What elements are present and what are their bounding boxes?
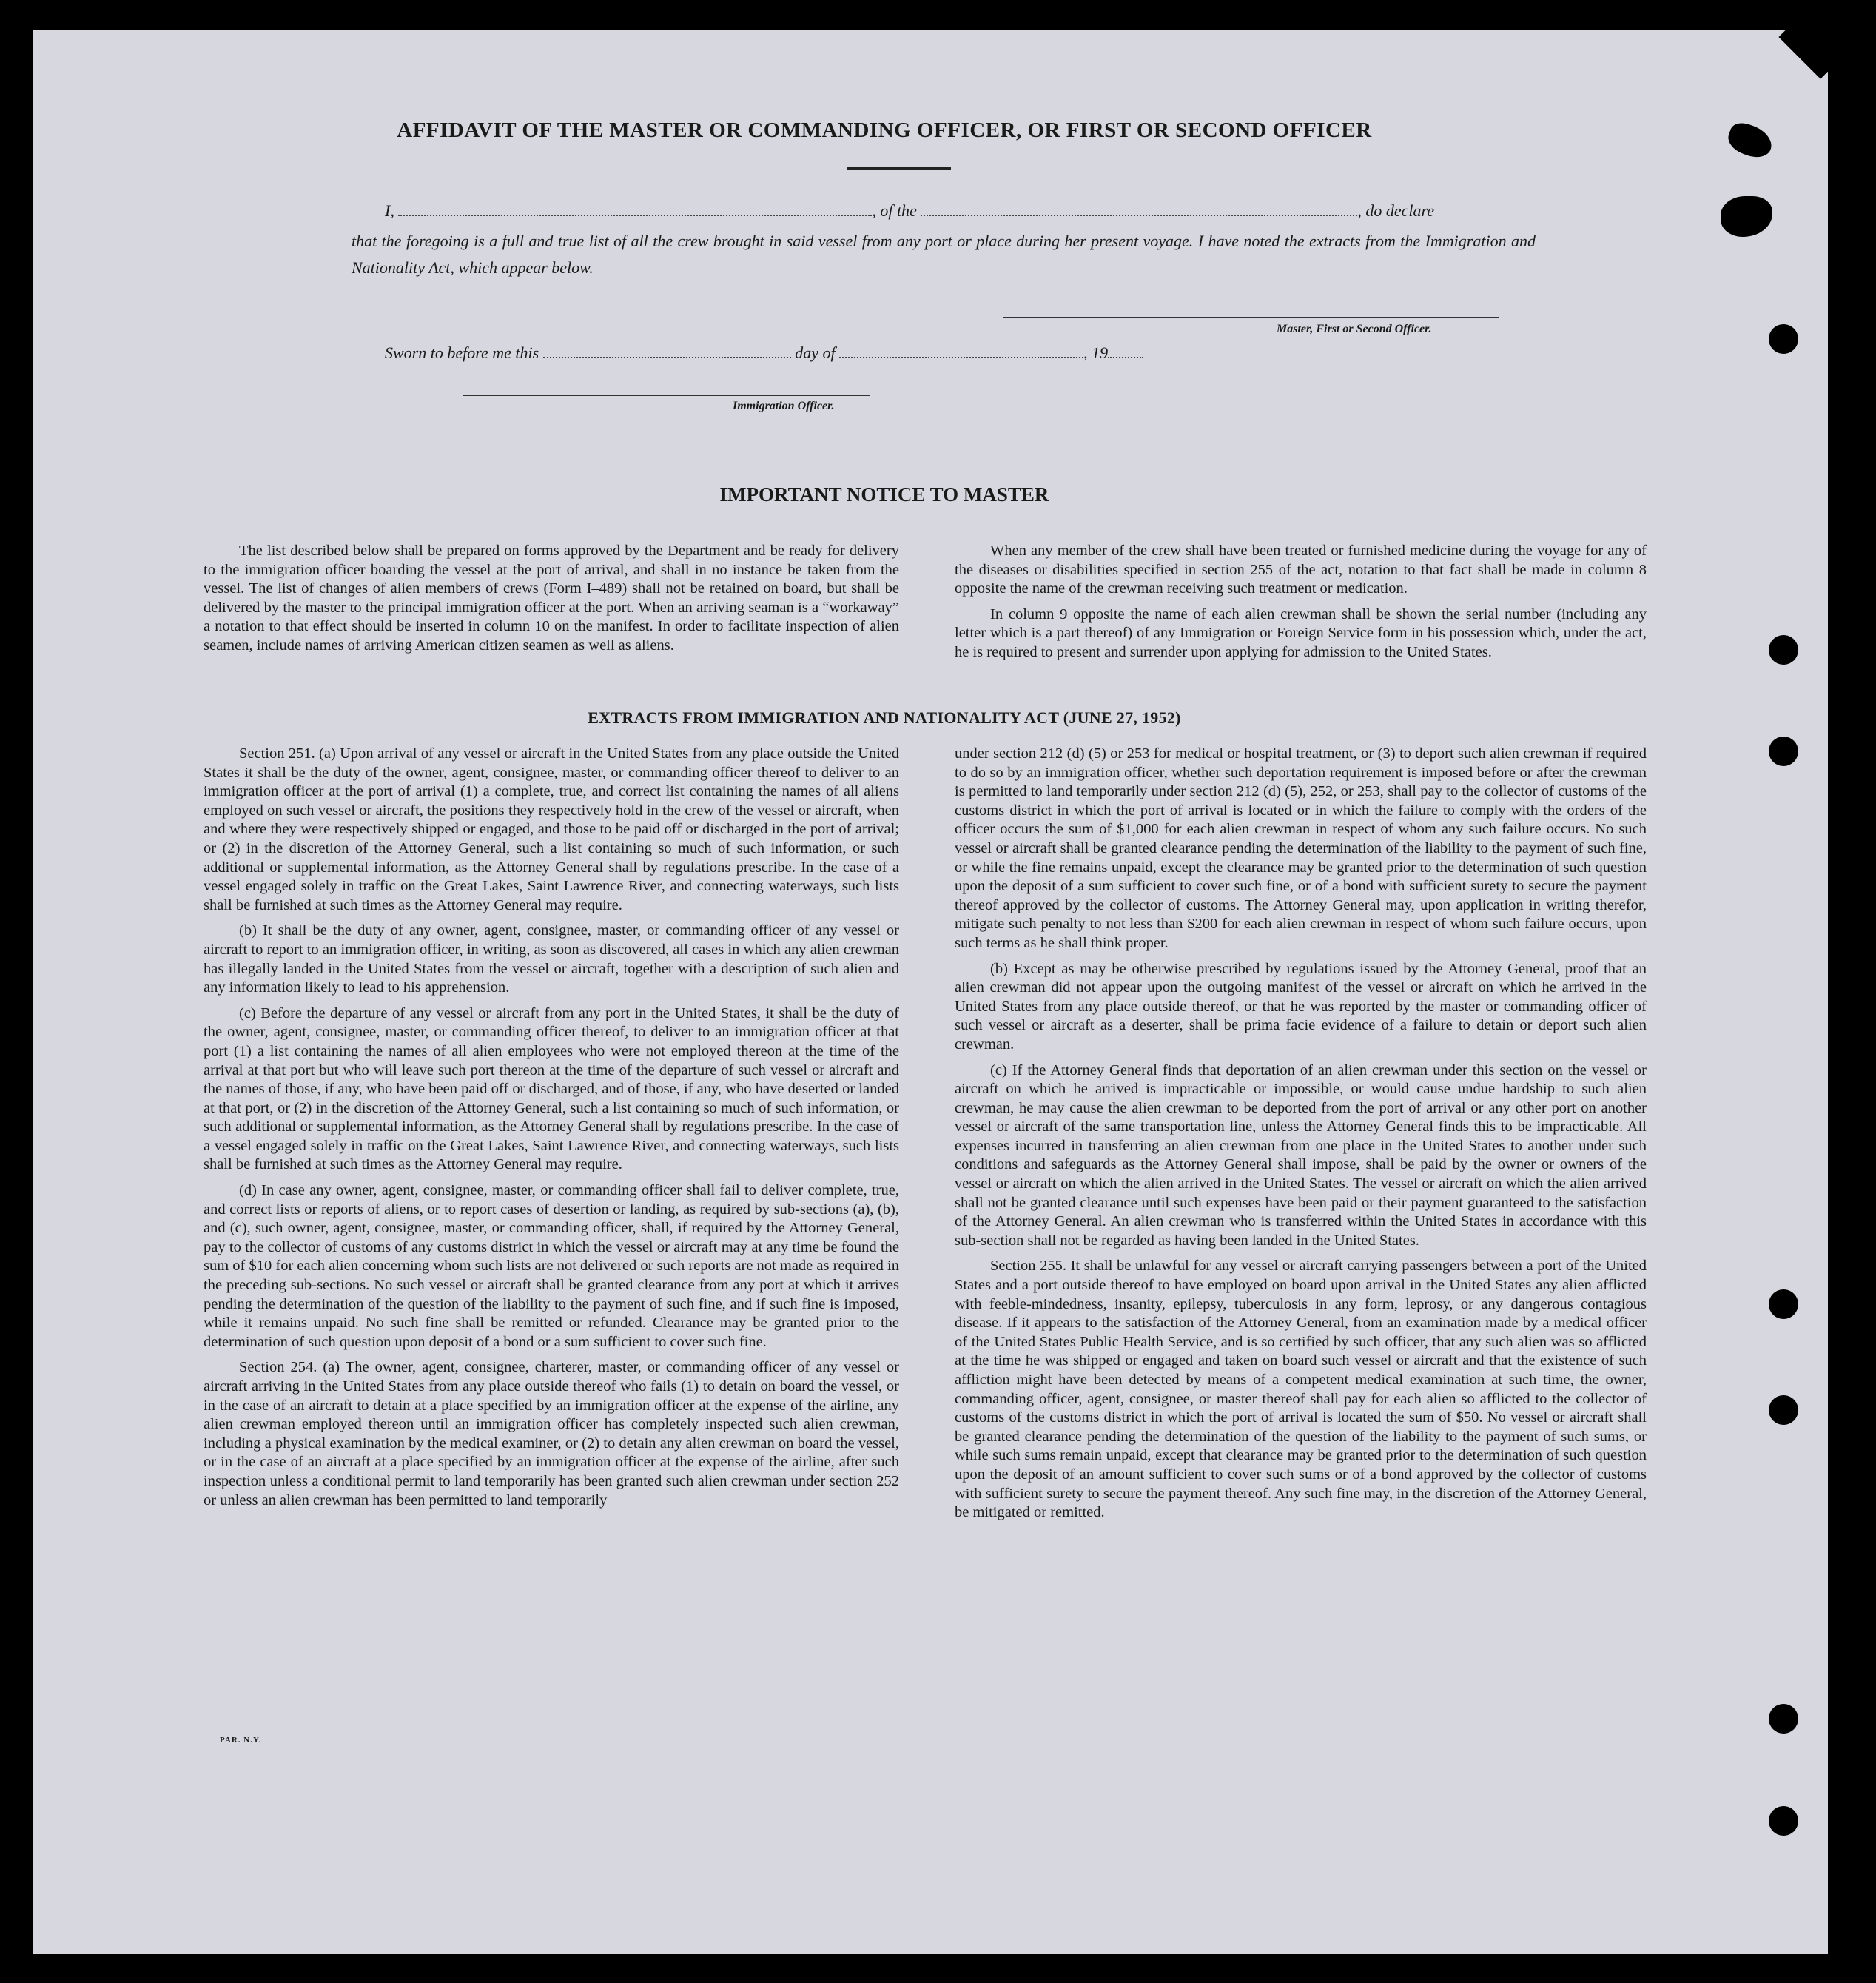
extracts-left-column <box>204 745 899 1510</box>
notice-left-column <box>204 542 899 656</box>
sworn-month-field[interactable] <box>839 343 1083 358</box>
declare-end-label: , do declare <box>1357 201 1434 220</box>
extracts-right-column <box>955 745 1647 1523</box>
sworn-day-field[interactable] <box>543 343 791 358</box>
punch-hole <box>1769 635 1798 665</box>
punch-hole <box>1769 324 1798 354</box>
notice-right-paragraph-1: When any member of the crew shall have been treated or furnished medicine during the voyage for any of the diseases or disabilities specified in section 255 of the act, notation to that fact shall be made in column 8 opposite the name of the crewman receiving such treatment or medication. <box>955 543 1647 597</box>
affidavit-title: AFFIDAVIT OF THE MASTER OR COMMANDING OFFICER, OR FIRST OR SECOND OFFICER <box>397 118 1372 142</box>
sworn-label: Sworn to before me this <box>385 343 539 362</box>
clipped-corner <box>1778 30 1828 79</box>
declare-i-label: I, <box>385 201 394 220</box>
declaration-line <box>385 201 1532 221</box>
day-of-label: day of <box>795 343 836 362</box>
year-label: , 19 <box>1083 343 1109 362</box>
section-251-d: (d) In case any owner, agent, consignee, master, or commanding officer shall fail to deliver complete, true, and correct lists or reports of aliens, or to report cases of desertion or landing, as required by sub-sections (a), (b), and (c), such owner, agent, consignee, master, or commanding officer, shall, if required by the Attorney General, pay to the collector of customs of any customs district in which the vessel or aircraft may at any time be found the sum of $10 for each alien concerning whom such lists are not delivered or such reports are not made as required in the preceding sub-sections. No such vessel or aircraft shall be granted clearance from any port at which it arrives pending the determination of the question of the liability to the payment of such fine, and if such fine is imposed, while it remains unpaid. No such fine shall be remitted or refunded. Clearance may be granted prior to the determination of such question upon deposit of a bond or a sum sufficient to cover such fine. <box>204 1182 899 1350</box>
master-caption: Master, First or Second Officer. <box>1277 323 1432 335</box>
officer-signature-line[interactable] <box>463 395 870 396</box>
punch-hole <box>1769 1704 1798 1734</box>
master-name-field[interactable] <box>398 201 872 216</box>
section-254-a-continued: under section 212 (d) (5) or 253 for medical or hospital treatment, or (3) to deport such alien crewman if required to do so by an immigration officer, whether such deportation requirement is imposed before or after the crewman is permitted to land temporarily under section 212 (d) (5), 252, or 253, shall pay to the collector of customs of the customs district in which the port of arrival is located or in which the failure to comply with the orders of the officer occurs the sum of $1,000 for each alien crewman in respect of whom any such failure occurs. No such vessel or aircraft shall be granted clearance pending the determination of the liability to the payment of such fine, or while the fine remains unpaid, except the clearance may be granted prior to the determination of such question upon the deposit of a sum sufficient to cover such fine, or of a bond with sufficient surety to secure the payment thereof approved by the collector of customs. The Attorney General may, upon application in writing therefor, mitigate such penalty to not less than $200 for each alien crewman in respect of whom such failure occurs, upon such terms as he shall think proper. <box>955 745 1647 951</box>
notice-left-paragraph: The list described below shall be prepared on forms approved by the Department and be ready for delivery to the immigration officer boarding the vessel at the port of arrival, and shall in no instance be taken from the vessel. The list of changes of alien members of crews (Form I–489) shall not be retained on board, but shall be delivered by the master to the principal immigration officer at the port. When an arriving seaman is a “workaway” a notation to that effect should be inserted in column 10 on the manifest. In order to facilitate inspection of alien seamen, include names of arriving American citizen seamen as well as aliens. <box>204 543 899 654</box>
notice-right-column <box>955 542 1647 662</box>
section-251-c: (c) Before the departure of any vessel or aircraft from any port in the United States, it shall be the duty of the owner, agent, consignee, master, or commanding officer thereof, to deliver to an immigration officer at that port (1) a list containing the names of all alien employees who were not employed thereon at the time of the arrival at that port but who will leave such port thereon at the time of the departure of such vessel or aircraft and the names of those, if any, who have been paid off or discharged, and of those, if any, who have deserted or landed at that port, or (2) in the discretion of the Attorney General, such a list containing so much of such information, or such additional or supplemental information, as the Attorney General shall by regulations prescribe. In the case of a vessel engaged solely in traffic on the Great Lakes, Saint Lawrence River, and connecting waterways, such lists shall be furnished at such times as the Attorney General may require. <box>204 1004 899 1173</box>
section-254-c: (c) If the Attorney General finds that deportation of an alien crewman under this section on the vessel or aircraft on which he arrived is impracticable or impossible, or would cause undue hardship to such alien crewman, he may cause the alien crewman to be deported from the port of arrival or any other port on another vessel or aircraft of the same transportation line, unless the Attorney General finds this to be impracticable. All expenses incurred in transferring an alien crewman from one place in the United States to another under such conditions and safeguards as the Attorney General shall impose, shall be paid by the owner or owners of the vessel or aircraft on which the alien arrived in the United States. The vessel or aircraft on which the alien arrived shall not be granted clearance until such expenses have been paid or their payment guaranteed to the satisfaction of the Attorney General. An alien crewman who is transferred within the United States in accordance with this sub-section shall not be regarded as having been landed in the United States. <box>955 1061 1647 1249</box>
section-254-b: (b) Except as may be otherwise prescribed by regulations issued by the Attorney General, proof that an alien crewman did not appear upon the outgoing manifest of the vessel or aircraft on which he arrived in the United States from any place outside thereof, or that he was reported by the master or commanding officer of such vessel or aircraft as a deserter, shall be prima facie evidence of a failure to detain or deport such alien crewman. <box>955 960 1647 1053</box>
form-page <box>33 30 1828 1954</box>
declare-of-the-label: , of the <box>872 201 917 220</box>
master-signature-line[interactable] <box>1003 317 1499 318</box>
punch-hole <box>1769 1395 1798 1425</box>
section-251-b: (b) It shall be the duty of any owner, agent, consignee, master, or commanding officer of any vessel or aircraft to report to an immigration officer, in writing, as soon as discovered, all cases in which any alien crewman has illegally landed in the United States from the vessel or aircraft, together with a description of such alien and any information likely to lead to his apprehension. <box>204 922 899 996</box>
declaration-body: that the foregoing is a full and true list of all the crew brought in said vessel from any port or place during her present voyage. I have noted the extracts from the Immigration and Nationality Act, which appear below. <box>352 232 1536 277</box>
punch-hole <box>1769 737 1798 766</box>
officer-caption: Immigration Officer. <box>733 400 835 412</box>
sworn-line <box>385 343 1347 363</box>
notice-right-paragraph-2: In column 9 opposite the name of each alien crewman shall be shown the serial number (including any letter which is a part thereof) of any Immigration or Foreign Service form in his possession which, under the act, he is required to present and surrender upon applying for admission to the United States. <box>955 605 1647 660</box>
vessel-name-field[interactable] <box>921 201 1357 216</box>
title-rule <box>847 167 951 170</box>
extracts-title: EXTRACTS FROM IMMIGRATION AND NATIONALITY ACT (JUNE 27, 1952) <box>588 708 1181 727</box>
section-251-a: Section 251. (a) Upon arrival of any vessel or aircraft in the United States from any place outside the United States it shall be the duty of the owner, agent, consignee, master, or commanding officer thereof to deliver to an immigration officer at the port of arrival (1) a complete, true, and correct list containing the names of all aliens employed on such vessel or aircraft, the positions they respectively hold in the crew of the vessel or aircraft, when and where they were respectively shipped or engaged, and those to be paid off or discharged in the port of arrival; or (2) in the discretion of the Attorney General, such a list containing so much of such information, or such additional or supplemental information, as the Attorney General shall by regulations prescribe. In the case of a vessel engaged solely in traffic on the Great Lakes, Saint Lawrence River, and connecting waterways, such lists shall be furnished at such times as the Attorney General may require. <box>204 745 899 913</box>
printer-mark: PAR. N.Y. <box>220 1736 262 1745</box>
punch-hole <box>1769 1289 1798 1319</box>
section-254-a: Section 254. (a) The owner, agent, consignee, charterer, master, or commanding officer of any vessel or aircraft arriving in the United States from any place outside thereof who fails (1) to detain on board the vessel, or in the case of an aircraft to detain at a place specified by an immigration officer at the expense of the airline, any alien crewman employed thereon until an immigration officer has completely inspected such alien crewman, including a physical examination by the medical examiner, or (2) to detain any alien crewman on board the vessel, or in the case of an aircraft at a place specified by an immigration officer at the expense of the airline, after such inspection unless a conditional permit to land temporarily has been granted such alien crewman under section 252 or unless an alien crewman has been permitted to land temporarily <box>204 1359 899 1509</box>
notice-title: IMPORTANT NOTICE TO MASTER <box>719 483 1049 506</box>
sworn-year-field[interactable] <box>1108 343 1143 358</box>
punch-hole <box>1769 1806 1798 1836</box>
torn-mark <box>1721 196 1772 237</box>
section-255: Section 255. It shall be unlawful for any vessel or aircraft carrying passengers between a port of the United States and a port outside thereof to have employed on board upon arrival in the United States any alien afflicted with feeble-mindedness, insanity, epilepsy, tuberculosis in any form, leprosy, or any dangerous contagious disease. If it appears to the satisfaction of the Attorney General, from an examination made by a medical officer of the United States Public Health Service, and is so certified by such officer, that any such alien was so afflicted at the time he was shipped or engaged and taken on board such vessel or aircraft and that the existence of such affliction might have been detected by means of a competent medical examination at such time, the owner, commanding officer, agent, consignee, or master thereof shall pay for each alien so afflicted to the collector of customs of the customs district in which the port of arrival is located the sum of $50. No vessel or aircraft shall be granted clearance pending the determination of the question of the liability to the payment of such sums, or while such sums remain unpaid, except that clearance may be granted prior to the determination of such question upon the deposit of an amount sufficient to cover such sums or of a bond approved by the collector of customs with sufficient surety to secure the payment thereof. Any such fine may, in the discretion of the Attorney General, be mitigated or remitted. <box>955 1258 1647 1521</box>
